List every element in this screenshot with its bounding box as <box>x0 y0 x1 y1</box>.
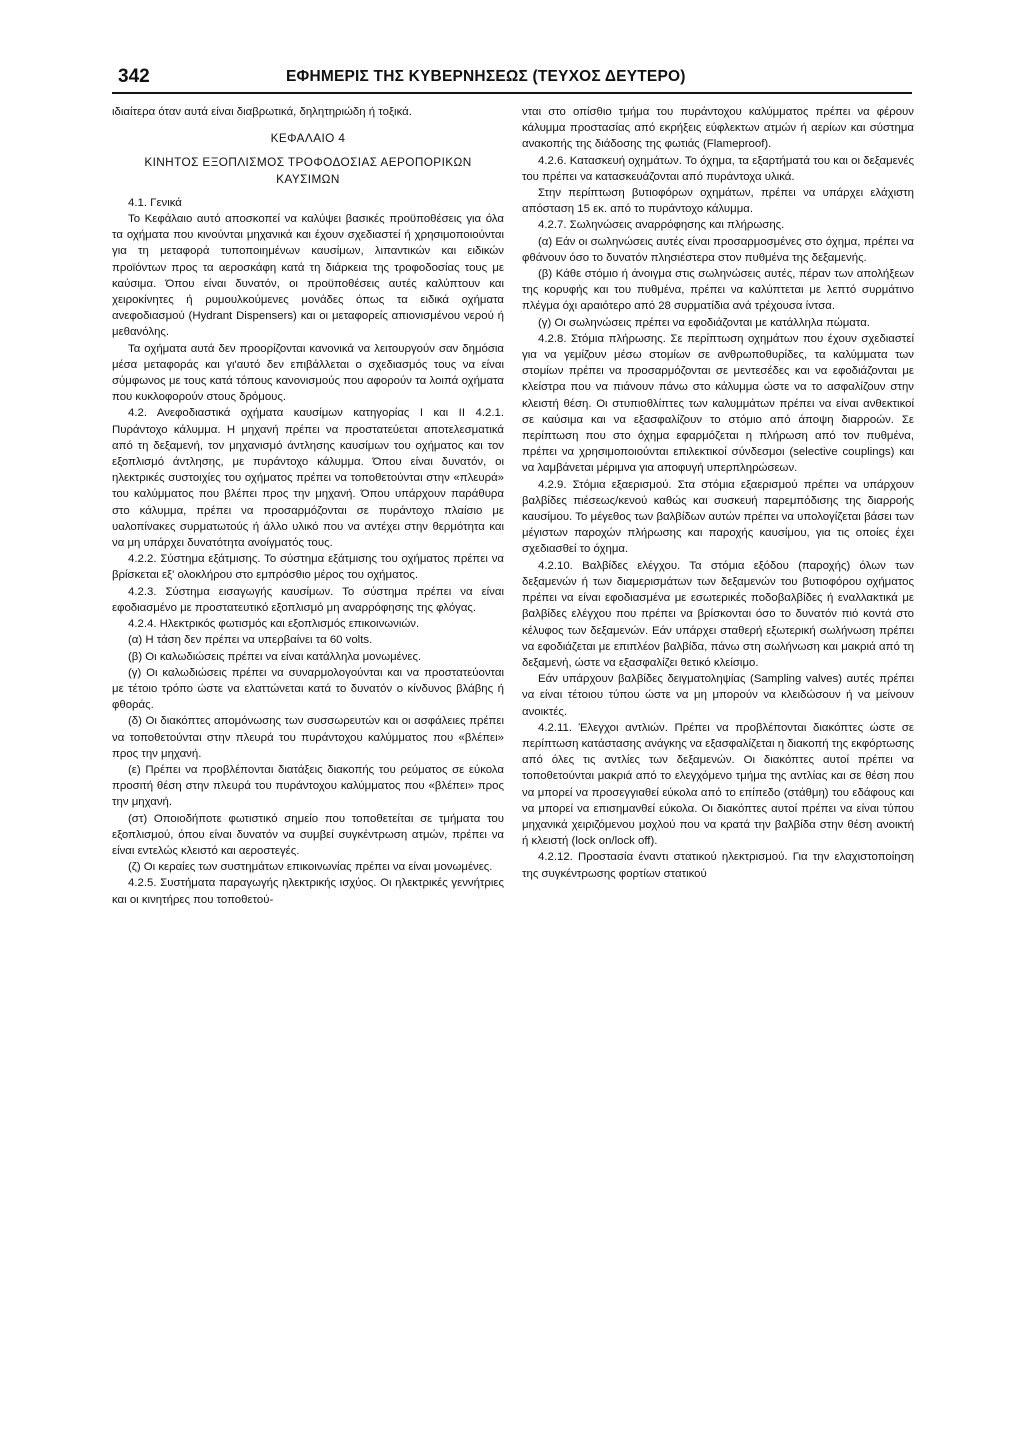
chapter-title: ΚΙΝΗΤΟΣ ΕΞΟΠΛΙΣΜΟΣ ΤΡΟΦΟΔΟΣΙΑΣ ΑΕΡΟΠΟΡΙΚΩΝ ΚΑΥΣΙΜΩΝ <box>144 155 472 186</box>
list-item: (β) Κάθε στόμιο ή άνοιγμα στις σωληνώσεις αυτές, πέραν των απολήξεων της κορυφής και του πυθμένα, πρέπει να καλύπτεται με λεπτό συρμάτινο πλέγμα όχι αραιότερο από 28 συρματίδια ανά τρέχουσα ίντσα. <box>522 268 914 313</box>
paragraph: 4.2. Ανεφοδιαστικά οχήματα καυσίμων κατηγορίας I και II 4.2.1. Πυράντοχο κάλυμμα. Η μηχανή πρέπει να προστατεύεται αποτελεσματικά από τη δεξαμενή, τον μηχανισμό άντλησης καυσίμων του οχήματος και τον εξοπλισμό άντλησης, με πυράντοχο κάλυμμα. Όπου είναι δυνατόν, οι ηλεκτρικές συστοιχίες του οχήματος πρέπει να τοποθετούνται στην «πλευρά» του καλύμματος που βλέπει προς την μηχανή. Όπου υπάρχουν παράθυρα στο κάλυμμα, πρέπει να προσαρμόζονται σε πυράντοχο πλαίσιο με υαλοπίνακες συρματωτούς ή άλλο υλικό που να αντέχει στην θερμότητα και να μη υπάρχει δυνατότητα ανοίγματός τους. <box>112 407 504 550</box>
list-item: (γ) Οι σωληνώσεις πρέπει να εφοδιάζονται με κατάλληλα πώματα. <box>538 316 870 329</box>
paragraph: 4.2.3. Σύστημα εισαγωγής καυσίμων. Το σύστημα πρέπει να είναι εφοδιασμένο με προστατευτικό εξοπλισμό μη αναρρόφησης της φλόγας. <box>112 585 504 614</box>
section-heading: 4.1. Γενικά <box>128 196 182 209</box>
list-item: (β) Οι καλωδιώσεις πρέπει να είναι κατάλληλα μονωμένες. <box>128 650 422 663</box>
paragraph: 4.2.7. Σωληνώσεις αναρρόφησης και πλήρωσης. <box>538 219 785 232</box>
paragraph: ιδιαίτερα όταν αυτά είναι διαβρωτικά, δηλητηριώδη ή τοξικά. <box>112 106 412 118</box>
paragraph: 4.2.10. Βαλβίδες ελέγχου. Τα στόμια εξόδου (παροχής) όλων των δεξαμενών ή των διαμερισμάτων των δεξαμενών του βυτιοφόρου οχήματος πρέπει να είναι εφοδιασμένα με εσωτερικές ποδοβαλβίδες ή εναλλακτικά με βαλβίδες ελέγχου που πρέπει να βρίσκονται όσο το δυνατόν πιό κοντά στο κέλυφος των δεξαμενών. Εάν υπάρχει σταθερή εξωτερική σωλήνωση πρέπει να εφοδιάζεται με επιπλέον βαλβίδα, πάνω στη σωλήνωση και μακριά από τη δεξαμενή, ώστε να εξασφαλίζει θετικό κλείσιμο. <box>522 559 914 669</box>
list-item: (ζ) Οι κεραίες των συστημάτων επικοινωνίας πρέπει να είναι μονωμένες. <box>128 861 493 874</box>
chapter-heading: ΚΕΦΑΛΑΙΟ 4 <box>270 131 346 146</box>
list-item: (α) Εάν οι σωληνώσεις αυτές είναι προσαρμοσμένες στο όχημα, πρέπει να φθάνουν όσο το δυνατόν πλησιέστερα στον πυθμένα της δεξαμενής. <box>522 235 914 264</box>
right-column <box>522 104 914 882</box>
header-rule <box>112 92 912 94</box>
paragraph: Το Κεφάλαιο αυτό αποσκοπεί να καλύψει βασικές προϋποθέσεις για όλα τα οχήματα που κινούνται μηχανικά και έχουν σχεδιαστεί ή χρησιμοποιούνται για τη μεταφορά τυποποιημένων καυσίμων, λιπαντικών και ειδικών προϊόντων προς τα αεροσκάφη κατά τη διάρκεια της τροφοδοσίας τους με καύσιμα. Όπου είναι δυνατόν, οι προϋποθέσεις αυτές καλύπτουν και χειροκίνητες ή ρυμουλκούμενες μονάδες όπως τα ειδικά οχήματα ανεφοδιασμού (Hydrant Dispensers) και οι μεταφορείς απιονισμένου νερού ή μεθανόλης. <box>112 213 504 339</box>
paragraph: 4.2.6. Κατασκευή οχημάτων. Το όχημα, τα εξαρτήματά του και οι δεξαμενές του πρέπει να κατασκευάζονται από πυράντοχα υλικά. <box>522 154 914 183</box>
list-item: (γ) Οι καλωδιώσεις πρέπει να συναρμολογούνται και να προστατεύονται με τέτοιο τρόπο ώστε να ελαττώνεται κατά το δυνατόν ο κίνδυνος βλάβης ή φθοράς. <box>112 666 504 712</box>
running-header: ΕΦΗΜΕΡΙΣ ΤΗΣ ΚΥΒΕΡΝΗΣΕΩΣ (ΤΕΥΧΟΣ ΔΕΥΤΕΡΟ) <box>286 68 686 85</box>
paragraph: 4.2.2. Σύστημα εξάτμισης. Το σύστημα εξάτμισης του οχήματος πρέπει να βρίσκεται εξ' ολοκλήρου στο εμπρόσθιο μέρος του οχήματος. <box>112 553 504 582</box>
paragraph: 4.2.4. Ηλεκτρικός φωτισμός και εξοπλισμός επικοινωνιών. <box>128 618 420 631</box>
paragraph: 4.2.5. Συστήματα παραγωγής ηλεκτρικής ισχύος. Οι ηλεκτρικές γεννήτριες και οι κινητήρες που τοποθετού- <box>112 877 504 906</box>
list-item: (ε) Πρέπει να προβλέπονται διατάξεις διακοπής του ρεύματος σε εύκολα προσιτή θέση στην πλευρά του πυράντοχου καλύμματος που «βλέπει» προς την μηχανή. <box>112 763 504 809</box>
page-number: 342 <box>118 66 150 87</box>
paragraph: Εάν υπάρχουν βαλβίδες δειγματοληψίας (Sampling valves) αυτές πρέπει να είναι τέτοιου τύπου ώστε να μη μπορούν να κλειδώσουν ή να μείνουν ανοικτές. <box>522 673 914 718</box>
list-item: (δ) Οι διακόπτες απομόνωσης των συσσωρευτών και οι ασφάλειες πρέπει να τοποθετούνται στην πλευρά του πυράντοχου καλύμματος που «βλέπει» προς την μηχανή. <box>112 715 504 760</box>
paragraph: 4.2.9. Στόμια εξαερισμού. Στα στόμια εξαερισμού πρέπει να υπάρχουν βαλβίδες πιέσεως/κενού καθώς και συσκευή παρεμπόδισης της διαρροής καυσίμου. Το μέγεθος των βαλβίδων αυτών πρέπει να υπολογίζεται βάσει των μέγιστων παροχών πλήρωσης και παροχής καυσίμου, για τις οποίες έχει σχεδιασθεί το όχημα. <box>522 478 914 556</box>
list-item: (α) Η τάση δεν πρέπει να υπερβαίνει τα 60 volts. <box>128 634 373 647</box>
paragraph: 4.2.8. Στόμια πλήρωσης. Σε περίπτωση οχημάτων που έχουν σχεδιαστεί για να γεμίζουν μέσω στομίων σε ανθρωποθυρίδες, τα καλύμματα των στομίων πρέπει να προσαρμόζονται σε μεντεσέδες και να εφοδιάζονται με κλείστρα που να πιάνουν πάνω στο κάλυμμα ώστε να το ασφαλίζουν στην κλειστή θέση. Οι στυπιοθλίπτες των καλυμμάτων πρέπει να είναι ανθεκτικοί σε καύσιμα και να εξασφαλίζουν το στόμιο από άποψη διαρροών. Σε περίπτωση που στο όχημα εφαρμόζεται η πλήρωση από τον πυθμένα, πρέπει να χρησιμοποιούνται επιλεκτικοί σύνδεσμοι (selective couplings) και να λαμβάνεται μέριμνα για αποφυγή υπερπληρώσεων. <box>522 332 914 475</box>
paragraph: 4.2.11. Έλεγχοι αντλιών. Πρέπει να προβλέπονται διακόπτες ώστε σε περίπτωση κατάστασης ανάγκης να εξασφαλίζεται η διακοπή της εκφόρτωσης από όλες τις αντλίες των δεξαμενών. Οι διακόπτες αυτοί πρέπει να τοποθετούνται μακριά από το ελεγχόμενο τμήμα της αντλίας και σε θέση που να μπορεί να προσεγγιαθεί εύκολα από το επίπεδο (στάθμη) του εδάφους και να μπορεί να επισημανθεί εύκολα. Οι διακόπτες αυτοί πρέπει να είναι τύπου μηχανικά χειριζόμενου μοχλού που να κρατά την βαλβίδα στην θέση ανοικτή ή κλειστή (lock on/lock off). <box>522 721 914 848</box>
paragraph: Τα οχήματα αυτά δεν προορίζονται κανονικά να λειτουργούν σαν δημόσια μέσα μεταφοράς και γι'αυτό δεν επιβάλλεται ο σχεδιασμός τους να είναι σύμφωνος με τους κατά τόπους κανονισμούς που αφορούν τα λοιπά οχήματα που κυκλοφορούν στους δρόμους. <box>112 342 504 404</box>
paragraph: νται στο οπίσθιο τμήμα του πυράντοχου καλύμματος πρέπει να φέρουν κάλυμμα προστασίας από εκρήξεις εύφλεκτων ατμών ή αερίων και σύστημα ανακοπής της διάδοσης της φωτιάς (Flameproof). <box>522 106 914 151</box>
paragraph: Στην περίπτωση βυτιοφόρων οχημάτων, πρέπει να υπάρχει ελάχιστη απόσταση 15 εκ. από το πυράντοχο κάλυμμα. <box>522 187 914 216</box>
list-item: (στ) Οποιοδήποτε φωτιστικό σημείο που τοποθετείται σε τμήματα του εξοπλισμού, όπου είναι δυνατόν να συμβεί συγκέντρωση ατμών, πρέπει να είναι εντελώς κλειστό και αεροστεγές. <box>112 812 504 857</box>
left-column <box>112 104 504 908</box>
paragraph: 4.2.12. Προστασία έναντι στατικού ηλεκτρισμού. Για την ελαχιστοποίηση της συγκέντρωσης φορτίων στατικού <box>522 851 914 880</box>
